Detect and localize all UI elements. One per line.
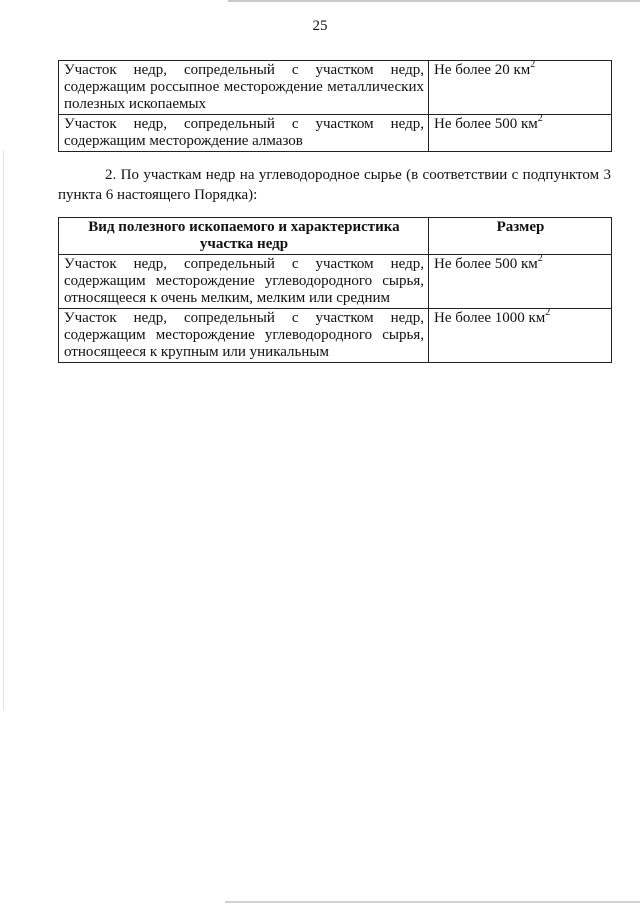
header-mineral-type: Вид полезного ископаемого и характеристика участка недр bbox=[59, 218, 429, 255]
table-row bbox=[59, 309, 612, 363]
row-description: Участок недр, сопредельный с участком недр, содержащим месторождение углеводородного сырья, относящееся к крупным или уникальным bbox=[59, 309, 429, 363]
row-size bbox=[429, 61, 612, 115]
deposit-size-table-2 bbox=[58, 217, 612, 363]
unit-power: 2 bbox=[530, 59, 536, 70]
size-value: Не более 1000 км bbox=[434, 310, 546, 326]
unit-power: 2 bbox=[537, 253, 543, 264]
row-description: Участок недр, сопредельный с участком недр, содержащим россыпное месторождение металлических полезных ископаемых bbox=[59, 61, 429, 115]
row-size bbox=[429, 115, 612, 152]
size-value: Не более 500 км bbox=[434, 116, 538, 132]
page-number: 25 bbox=[312, 18, 328, 34]
scan-edge-top bbox=[228, 0, 640, 2]
size-value: Не более 500 км bbox=[434, 256, 538, 272]
table-row bbox=[59, 61, 612, 115]
header-size: Размер bbox=[429, 218, 612, 255]
row-size bbox=[429, 255, 612, 309]
section-paragraph: 2. По участкам недр на углеводородное сырье (в соответствии с подпунктом 3 пункта 6 настоящего Порядка): bbox=[58, 167, 611, 203]
table-header-row bbox=[59, 218, 612, 255]
deposit-size-table-1 bbox=[58, 60, 612, 152]
unit-power: 2 bbox=[537, 113, 543, 124]
table-row bbox=[59, 255, 612, 309]
row-description: Участок недр, сопредельный с участком недр, содержащим месторождение алмазов bbox=[59, 115, 429, 152]
row-size bbox=[429, 309, 612, 363]
table-row bbox=[59, 115, 612, 152]
row-description: Участок недр, сопредельный с участком недр, содержащим месторождение углеводородного сырья, относящееся к очень мелким, мелким или средним bbox=[59, 255, 429, 309]
scan-edge-bottom bbox=[225, 901, 640, 903]
scan-edge-left bbox=[3, 150, 4, 710]
size-value: Не более 20 км bbox=[434, 62, 531, 78]
unit-power: 2 bbox=[545, 307, 551, 318]
